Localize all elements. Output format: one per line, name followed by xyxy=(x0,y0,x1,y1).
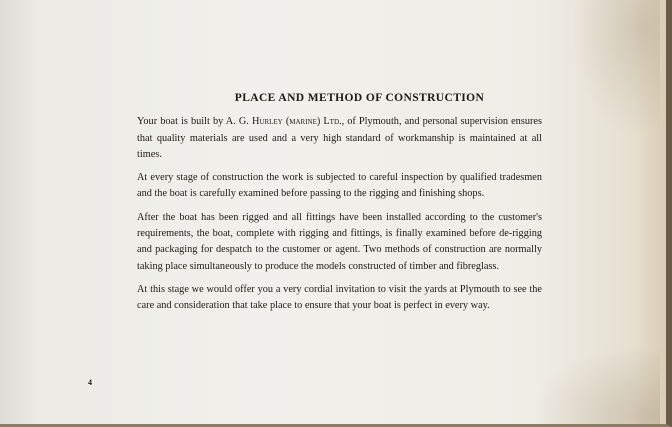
paragraph-1 xyxy=(137,114,542,163)
paragraph-4: At this stage we would offer you a very cordial invitation to visit the yards at Plymouth to see the care and consideration that take place to ensure that your boat is perfect in every way. xyxy=(137,283,542,312)
page-number: 4 xyxy=(88,378,92,387)
paragraph-3: After the boat has been rigged and all fittings have been installed according to the customer's requirements, the boat, complete with rigging and fittings, is finally examined before de-rigging and packaging for despatch to the customer or agent. Two methods of construction are normally taking place simultaneously to produce the models constructed of timber and fibreglass. xyxy=(137,211,542,272)
page-title: PLACE AND METHOD OF CONSTRUCTION xyxy=(234,92,485,104)
paper-stain xyxy=(530,344,660,424)
paper-stain xyxy=(570,0,660,140)
paragraph-2: At every stage of construction the work is subjected to careful inspection by qualified tradesmen and the boat is carefully examined before passing to the rigging and finishing shops. xyxy=(137,172,542,200)
company-name: Hurley (marine) Ltd. xyxy=(251,116,342,128)
paragraph-1-text-b: , of Plymouth, and personal supervision ensures that quality materials are used and a very high standard of workmanship is maintained at all times. xyxy=(137,116,542,160)
page-content xyxy=(137,90,542,322)
paragraph-1-text-a: Your boat is built by A. G. xyxy=(137,116,252,128)
